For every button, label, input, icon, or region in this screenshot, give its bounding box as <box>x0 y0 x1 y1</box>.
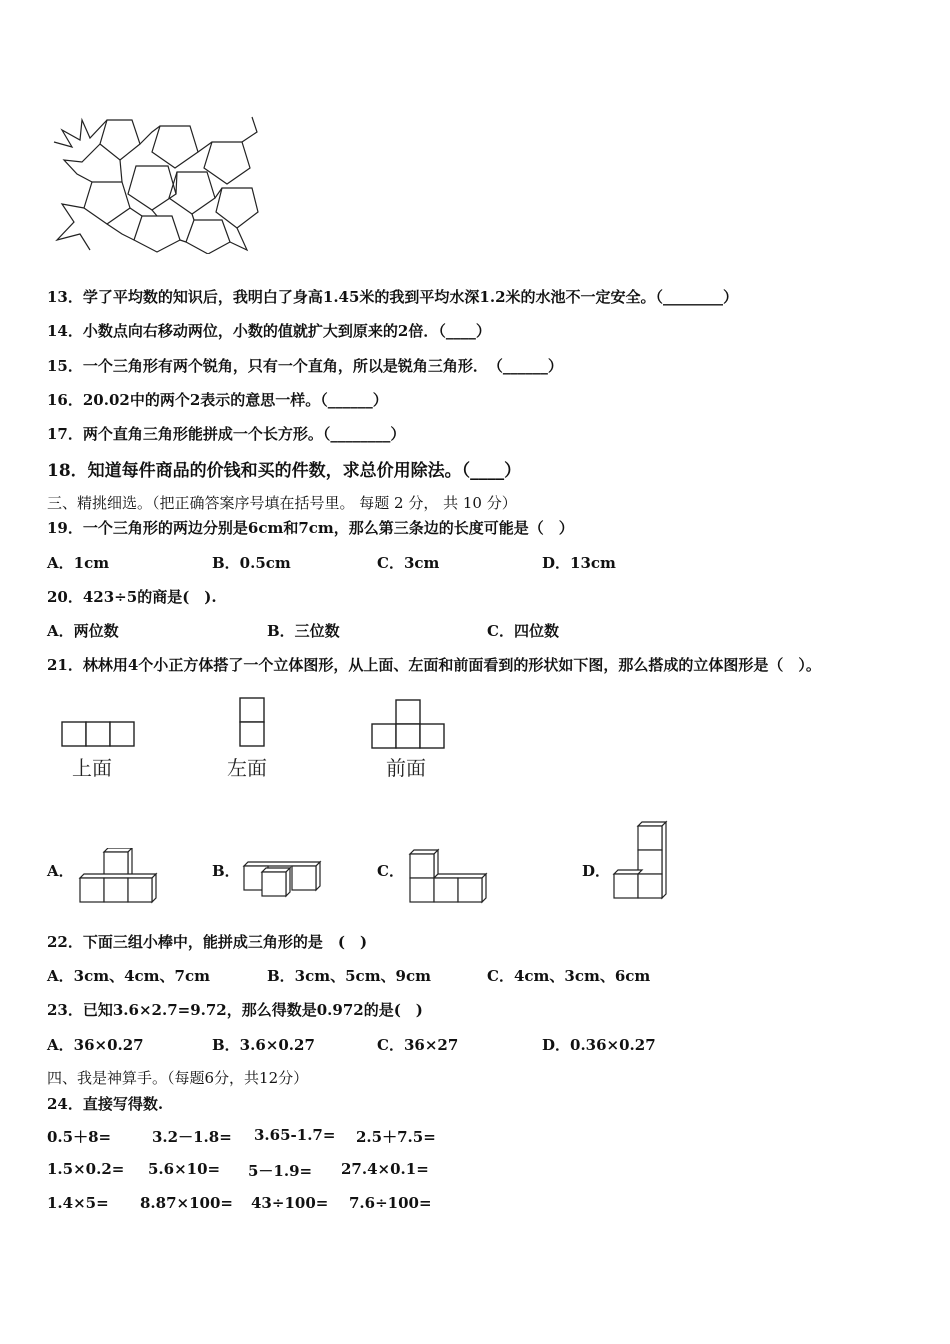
question-number: 20． <box>47 588 83 606</box>
calc-item: 5－1.9= <box>248 1162 313 1180</box>
q23-option-b[interactable]: B．3.6×0.27 <box>212 1036 315 1054</box>
q22-option-a[interactable]: A．3cm、4cm、7cm <box>47 967 210 985</box>
top-view-square <box>86 722 110 746</box>
q20-option-a[interactable]: A．两位数 <box>47 622 119 640</box>
q21-option-b[interactable]: B． <box>212 862 240 880</box>
pentagon-shape <box>128 166 176 210</box>
left-view-square <box>240 698 264 722</box>
q23-option-d[interactable]: D．0.36×0.27 <box>542 1036 656 1054</box>
question-text: 一个三角形有两个锐角，只有一个直角，所以是锐角三角形． （______） <box>82 357 563 375</box>
question-16 <box>47 389 388 410</box>
calc-item: 5.6×10= <box>148 1160 221 1178</box>
q19-option-a[interactable]: A．1cm <box>47 554 110 572</box>
pentagon-shape <box>204 142 250 184</box>
q21-option-d-cube-figure <box>612 820 672 902</box>
q21-option-d[interactable]: D． <box>582 862 611 880</box>
left-view-label: 左面 <box>227 756 267 780</box>
star-edge <box>120 160 122 182</box>
q21-option-b-cube-figure <box>242 858 326 898</box>
calc-item: 2.5＋7.5= <box>356 1128 436 1146</box>
q20-option-c[interactable]: C．四位数 <box>487 622 559 640</box>
question-14 <box>47 320 491 341</box>
section-4-heading: 四、我是神算手。（每题6分，共12分） <box>47 1069 309 1087</box>
q19-option-c[interactable]: C．3cm <box>377 554 440 572</box>
front-view-label: 前面 <box>386 756 426 780</box>
question-text: 小数点向右移动两位，小数的值就扩大到原来的2倍．（____） <box>82 322 491 340</box>
calc-item: 8.87×100= <box>140 1194 233 1212</box>
star-edge <box>54 120 107 147</box>
top-view-square <box>110 722 134 746</box>
calc-item: 27.4×0.1= <box>341 1160 429 1178</box>
q19-option-b[interactable]: B．0.5cm <box>212 554 291 572</box>
question-15 <box>47 355 563 376</box>
calc-item: 3.2－1.8= <box>152 1128 232 1146</box>
question-number: 16． <box>47 391 83 409</box>
top-view-square <box>62 722 86 746</box>
pentagon-star-tessellation-figure <box>52 112 262 254</box>
front-view-square <box>372 724 396 748</box>
q21-option-c-cube-figure <box>408 848 492 906</box>
question-text: 20.02中的两个2表示的意思一样。（______） <box>82 391 388 409</box>
question-number: 24． <box>47 1095 83 1113</box>
question-text: 林林用4个小正方体搭了一个立体图形，从上面、左面和前面看到的形状如下图，那么搭成的立体图形是（ ）。 <box>82 656 821 674</box>
question-text: 一个三角形的两边分别是6cm和7cm，那么第三条边的长度可能是（ ） <box>82 519 574 537</box>
question-text: 已知3.6×2.7=9.72，那么得数是0.972的是( ) <box>82 1001 423 1019</box>
calc-item: 1.4×5= <box>47 1194 109 1212</box>
star-edge <box>152 210 157 216</box>
top-view-label: 上面 <box>72 756 112 780</box>
question-number: 19． <box>47 519 83 537</box>
question-text: 两个直角三角形能拼成一个长方形。（________） <box>82 425 406 443</box>
question-19 <box>47 517 574 538</box>
question-text: 知道每件商品的价钱和买的件数，求总价用除法。（____） <box>87 461 522 481</box>
star-edge <box>192 214 194 220</box>
calc-item: 0.5＋8= <box>47 1128 112 1146</box>
question-number: 17． <box>47 425 83 443</box>
question-text: 下面三组小棒中，能拼成三角形的是 ( ) <box>82 933 368 951</box>
star-edge <box>180 240 186 242</box>
q20-option-b[interactable]: B．三位数 <box>267 622 340 640</box>
three-views-figure <box>55 692 455 787</box>
front-view-square <box>396 700 420 724</box>
star-edge <box>57 204 90 250</box>
question-23 <box>47 999 423 1020</box>
question-number: 21． <box>47 656 83 674</box>
q22-option-b[interactable]: B．3cm、5cm、9cm <box>267 967 432 985</box>
question-number: 23． <box>47 1001 83 1019</box>
question-21 <box>47 654 821 675</box>
calc-item: 7.6÷100= <box>349 1194 432 1212</box>
front-view-square <box>420 724 444 748</box>
question-20 <box>47 586 217 607</box>
pentagon-shape <box>134 216 180 252</box>
question-number: 18． <box>47 461 88 481</box>
q21-option-c[interactable]: C． <box>377 862 404 880</box>
star-edge <box>230 228 247 250</box>
question-13 <box>47 286 738 307</box>
section-3-heading: 三、精挑细选。（把正确答案序号填在括号里。 每题 2 分， 共 10 分） <box>47 494 517 512</box>
q23-option-c[interactable]: C．36×27 <box>377 1036 459 1054</box>
q21-option-a-cube-figure <box>78 848 160 906</box>
calc-item: 1.5×0.2= <box>47 1160 125 1178</box>
q21-option-a[interactable]: A． <box>47 862 74 880</box>
left-view-square <box>240 722 264 746</box>
question-text: 423÷5的商是( ). <box>82 588 217 606</box>
question-24 <box>47 1093 163 1114</box>
q19-option-d[interactable]: D．13cm <box>542 554 616 572</box>
pentagon-shape <box>186 220 230 254</box>
q22-option-c[interactable]: C．4cm、3cm、6cm <box>487 967 651 985</box>
star-edge <box>130 208 142 216</box>
front-view-square <box>396 724 420 748</box>
calc-item: 3.65-1.7= <box>254 1126 336 1144</box>
question-18 <box>47 456 521 481</box>
question-number: 22． <box>47 933 83 951</box>
pentagon-shape <box>100 120 140 160</box>
calc-item: 43÷100= <box>251 1194 329 1212</box>
star-edge <box>107 224 134 240</box>
question-text: 直接写得数. <box>82 1095 164 1113</box>
question-number: 13． <box>47 288 83 306</box>
pentagon-shape <box>152 126 198 168</box>
question-number: 14． <box>47 322 83 340</box>
star-edge <box>64 144 100 182</box>
question-number: 15． <box>47 357 83 375</box>
question-text: 学了平均数的知识后，我明白了身高1.45米的我到平均水深1.2米的水池不一定安全。（________） <box>82 288 739 306</box>
pentagon-shape <box>84 182 130 224</box>
q23-option-a[interactable]: A．36×0.27 <box>47 1036 144 1054</box>
question-17 <box>47 423 405 444</box>
question-22 <box>47 931 367 952</box>
star-edge <box>242 117 257 142</box>
